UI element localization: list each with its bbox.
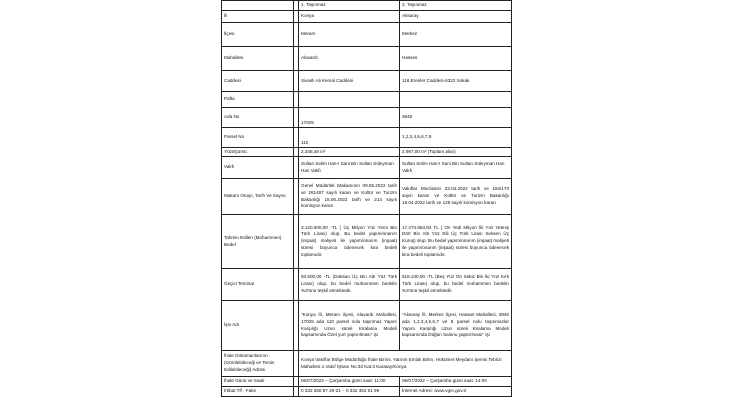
row-value-1: 93.600,00 -TL (Doksan Üç Bin Altı Yüz Türk Lirası) olup, bu bedel muhammen bedelin %3'ünü teşkil etmektedir. (299, 269, 400, 301)
header-label-cell (222, 1, 294, 11)
row-value-2: 1,2,3,4,5,6,7,8 (400, 128, 512, 148)
row-value-1 (299, 92, 400, 108)
row-value-1: Sivaslı Ali Kemal Caddesi (299, 71, 400, 92)
row-value-2: Aksaray (400, 11, 512, 23)
row-value-1: 2.348,48 m² (299, 148, 400, 157)
table-row (222, 179, 512, 215)
row-label: Geçici Teminat (222, 269, 294, 301)
row-label: İlçesi (222, 23, 294, 47)
row-value-2 (400, 92, 512, 108)
table-row (222, 387, 512, 397)
row-value-2: Hasses (400, 47, 512, 71)
table-row (222, 128, 512, 148)
row-label: İrtibat Tlf - Faks (222, 387, 294, 397)
table-row (222, 11, 512, 23)
row-value-1: 06/07/2022 – Çarşamba günü saat: 11:00 (299, 377, 400, 387)
row-value-2: 3846 (400, 108, 512, 128)
table-row (222, 377, 512, 387)
row-value-2: 06/07/2022 – Çarşamba günü saat: 14:00 (400, 377, 512, 387)
row-label: Yüzölçümü (222, 148, 294, 157)
row-value-1: 3.120.000,00 -TL ( Üç Milyon Yüz Yirmi Bin Türk Lirası) olup, Bu bedel yapım/onarım (inşaat) maliyeti ile yapım/onarım (inşaat) süresi boyunca ödenecek kira bedeli toplamıdır. (299, 215, 400, 269)
table-row (222, 71, 512, 92)
header-col1: 1. Taşınmaz (299, 1, 400, 11)
row-label: Vakfı (222, 157, 294, 179)
table-row (222, 108, 512, 128)
tender-table (221, 0, 512, 397)
row-label: Makam Onayı, Tarih Ve Sayısı (222, 179, 294, 215)
row-label: İhale Dokümanlarının (Görülebileceği ve Temin Edilebileceği) Adresi (222, 351, 294, 377)
row-value-1: Meram (299, 23, 400, 47)
table-row (222, 215, 512, 269)
row-label: Parsel No (222, 128, 294, 148)
row-value-2: Merkez (400, 23, 512, 47)
row-label: Pafta (222, 92, 294, 108)
row-label: İşin Adı (222, 301, 294, 351)
row-value-1: Genel Müdürlük Makamının 09.06.2022 tarih ve 261467 sayılı kararı ve Kültür ve Turizm Bakanlığı 15.06.2022 tarih ve 214 sayılı komisyon kararı (299, 179, 400, 215)
row-value-1: 17025 (299, 108, 400, 128)
table-row (222, 92, 512, 108)
row-label: Tahmin Edilen (Muhammen) Bedel (222, 215, 294, 269)
row-label: Ada No (222, 108, 294, 128)
row-value-1: 110 (299, 128, 400, 148)
row-value-2: "Aksaray İli, Merkez ilçesi, Hassas Mahallesi, 3846 ada 1,2,3,4,5,6,7 ve 8 parsel nolu taşınmazlar Yapım Karşılığı Uzun süreli Kiralama Modeli kapsamında Düğün Salonu yaptırılması" işi (400, 301, 512, 351)
header-row (222, 1, 512, 11)
table-row (222, 351, 512, 377)
row-label: Caddesi (222, 71, 294, 92)
row-value-2: 518.240,00 -TL (Beş Yüz On Sekiz Bin İki Yüz Kırk Türk Lirası) olup, bu bedel muhammen bedelin %3'ünü teşkil etmektedir. (400, 269, 512, 301)
row-value-1: "Konya İli, Meram ilçesi, Alavardı Mahallesi, 17025 ada 110 parsel nolu taşınmaz Yapım Karşılığı Uzun süreli Kiralama Modeli kapsamında Özel yurt yaptırılması" işi (299, 301, 400, 351)
row-value-2: Vakıflar Meclisinin 23.04.2022 tarih ve 184/170 sayılı kararı ve Kültür ve Turizm Bakanlığı 19.04.2022 tarih ve 125 sayılı komisyon kararı (400, 179, 512, 215)
row-value-2: İnternet Adresi: www.vgm.gov.tr (400, 387, 512, 397)
row-value-2: Sultan Selim Han-I Sani Bin Sultan Süleyman Han Vakfı (400, 157, 512, 179)
row-value-2: 17.274.653,83 TL ( On Yedi Milyon İki Yüz Yetmiş Dört Bin Altı Yüz Elli Üç Türk Lirası Seksen Üç Kuruş) olup, Bu bedel yapım/onarım (inşaat) maliyeti ile yapım/onarım (inşaat) süresi boyunca ödenecek kira bedeli toplamıdır. (400, 215, 512, 269)
row-value-merged: Konya Vakıflar Bölge Müdürlüğü İhale Birimi, Yatırım Emlak Birim, Hükümet Meydanı Şemsi Tebrizi Mahallesi 1.Vakıf İşhanı No;33 Kat:3 Karatay/Konya (299, 351, 512, 377)
row-value-1: Alavardı (299, 47, 400, 71)
row-label: Mahallesi (222, 47, 294, 71)
row-label: İli (222, 11, 294, 23)
row-value-2: 2.987,00 m² (Toplam alan) (400, 148, 512, 157)
row-value-1: Sultan Selim Han-I Sani Bin Sultan Süleyman Han Vakfı (299, 157, 400, 179)
row-value-1: Konya (299, 11, 400, 23)
table-row (222, 23, 512, 47)
table-row (222, 301, 512, 351)
row-value-1: 0 332 350 87 20-21 – 0 332 353 61 99 (299, 387, 400, 397)
table-row (222, 148, 512, 157)
header-col2: 2. Taşınmaz (400, 1, 512, 11)
table-row (222, 47, 512, 71)
table-row (222, 157, 512, 179)
row-label: İhale Günü ve Saati (222, 377, 294, 387)
row-value-2: 116.Erenler Caddesi-6322 Sokak (400, 71, 512, 92)
table-row (222, 269, 512, 301)
